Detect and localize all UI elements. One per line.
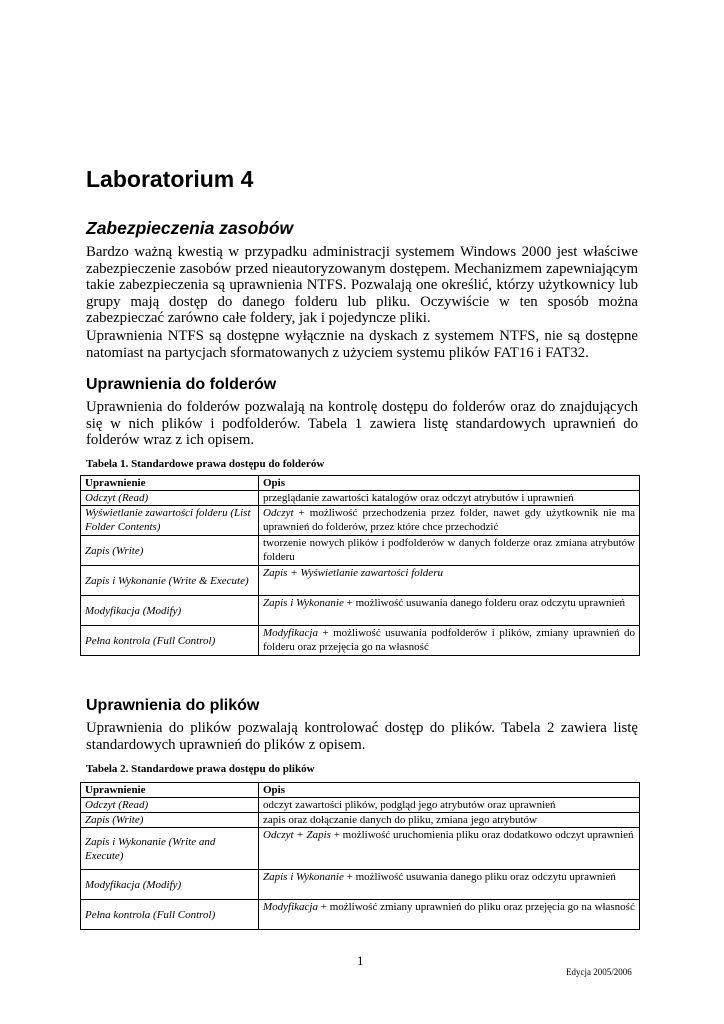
description-prefix: Zapis + Wyświetlanie zawartości folderu	[263, 567, 443, 579]
permission-cell: Wyświetlanie zawartości folderu (List Folder Contents)	[81, 506, 259, 536]
table-row	[81, 596, 640, 626]
description-prefix: Zapis i Wykonanie	[263, 871, 344, 883]
folders-permissions-table	[80, 475, 640, 656]
description-prefix: Zapis i Wykonanie	[263, 597, 344, 609]
description-text: odczyt zawartości plików, podgląd jego atrybutów oraz uprawnień	[263, 799, 556, 811]
column-header-permission: Uprawnienie	[81, 476, 259, 491]
description-cell	[259, 536, 640, 566]
table-row	[81, 626, 640, 656]
files-paragraph: Uprawnienia do plików pozwalają kontrolować dostęp do plików. Tabela 2 zawiera listę standardowych uprawnień do plików z opisem.	[86, 720, 638, 753]
description-text: + możliwość zmiany uprawnień do pliku oraz przejęcia go na własność	[317, 901, 635, 913]
page-number: 1	[357, 953, 364, 968]
description-cell	[259, 813, 640, 828]
column-header-description: Opis	[259, 783, 640, 798]
column-header-description: Opis	[259, 476, 640, 491]
description-cell	[259, 506, 640, 536]
permission-cell: Modyfikacja (Modify)	[81, 596, 259, 626]
table-row	[81, 813, 640, 828]
description-text: przeglądanie zawartości katalogów oraz odczyt atrybutów i uprawnień	[263, 492, 574, 504]
table-row	[81, 828, 640, 870]
description-text: + możliwość usuwania danego folderu oraz odczytu uprawnień	[343, 597, 625, 609]
permission-cell: Zapis (Write)	[81, 536, 259, 566]
description-text: + możliwość przechodzenia przez folder, nawet gdy użytkownik nie ma uprawnień do folderów, przez które chce przechodzić	[263, 507, 635, 533]
description-text: zapis oraz dołączanie danych do pliku, zmiana jego atrybutów	[263, 814, 537, 826]
description-prefix: Modyfikacja	[263, 627, 318, 639]
table-row	[81, 491, 640, 506]
permission-cell: Pełna kontrola (Full Control)	[81, 626, 259, 656]
description-cell	[259, 491, 640, 506]
permission-cell: Odczyt (Read)	[81, 798, 259, 813]
description-cell	[259, 900, 640, 930]
description-cell	[259, 798, 640, 813]
description-cell	[259, 566, 640, 596]
folders-table-caption: Tabela 1. Standardowe prawa dostępu do folderów	[86, 458, 325, 470]
description-text: tworzenie nowych plików i podfolderów w danych folderze oraz zmiana atrybutów folderu	[263, 537, 635, 563]
edition-footer: Edycja 2005/2006	[566, 967, 632, 977]
permission-cell: Odczyt (Read)	[81, 491, 259, 506]
folders-heading: Uprawnienia do folderów	[86, 376, 277, 393]
description-prefix: Modyfikacja	[263, 901, 318, 913]
table-row	[81, 506, 640, 536]
table-header-row	[81, 476, 640, 491]
description-text: + możliwość usuwania podfolderów i plików, zmiany uprawnień do folderu oraz przejęcia go na własność	[263, 627, 635, 653]
files-heading: Uprawnienia do plików	[86, 697, 260, 714]
intro-paragraph-1: Bardzo ważną kwestią w przypadku administracji systemem Windows 2000 jest właściwe zabezpieczenie zasobów przed nieautoryzowanym dostępem. Mechanizmem zapewniającym takie zabezpieczenia są uprawnienia NTFS. Pozwalają one określić, którzy użytkownicy lub grupy mają dostęp do danego folderu lub pliku. Oczywiście w ten sposób można zabezpieczać zarówno całe foldery, jak i pojedyncze pliki.	[86, 244, 638, 327]
folders-paragraph: Uprawnienia do folderów pozwalają na kontrolę dostępu do folderów oraz do znajdujących się w nich plików i podfolderów. Tabela 1 zawiera listę standardowych uprawnień do folderów wraz z ich opisem.	[86, 399, 638, 449]
permission-cell: Modyfikacja (Modify)	[81, 870, 259, 900]
description-cell	[259, 626, 640, 656]
table-row	[81, 870, 640, 900]
intro-paragraph-2: Uprawnienia NTFS są dostępne wyłącznie na dyskach z systemem NTFS, nie są dostępne natomiast na partycjach sformatowanych z użyciem systemu plików FAT16 i FAT32.	[86, 328, 638, 361]
table-row	[81, 536, 640, 566]
permission-cell: Zapis i Wykonanie (Write and Execute)	[81, 828, 259, 870]
column-header-permission: Uprawnienie	[81, 783, 259, 798]
table-row	[81, 566, 640, 596]
permission-cell: Zapis i Wykonanie (Write & Execute)	[81, 566, 259, 596]
section-heading: Zabezpieczenia zasobów	[86, 218, 294, 238]
files-permissions-table	[80, 782, 640, 930]
description-text: + możliwość usuwania danego pliku oraz odczytu uprawnień	[343, 871, 616, 883]
description-cell	[259, 828, 640, 870]
permission-cell: Pełna kontrola (Full Control)	[81, 900, 259, 930]
files-table-caption: Tabela 2. Standardowe prawa dostępu do plików	[86, 763, 315, 775]
description-prefix: Odczyt	[263, 507, 294, 519]
description-cell	[259, 870, 640, 900]
description-text: + możliwość uruchomienia pliku oraz dodatkowo odczyt uprawnień	[330, 829, 634, 841]
page-title: Laboratorium 4	[86, 166, 254, 192]
table-row	[81, 900, 640, 930]
table-row	[81, 798, 640, 813]
permission-cell: Zapis (Write)	[81, 813, 259, 828]
description-prefix: Odczyt + Zapis	[263, 829, 331, 841]
description-cell	[259, 596, 640, 626]
table-header-row	[81, 783, 640, 798]
